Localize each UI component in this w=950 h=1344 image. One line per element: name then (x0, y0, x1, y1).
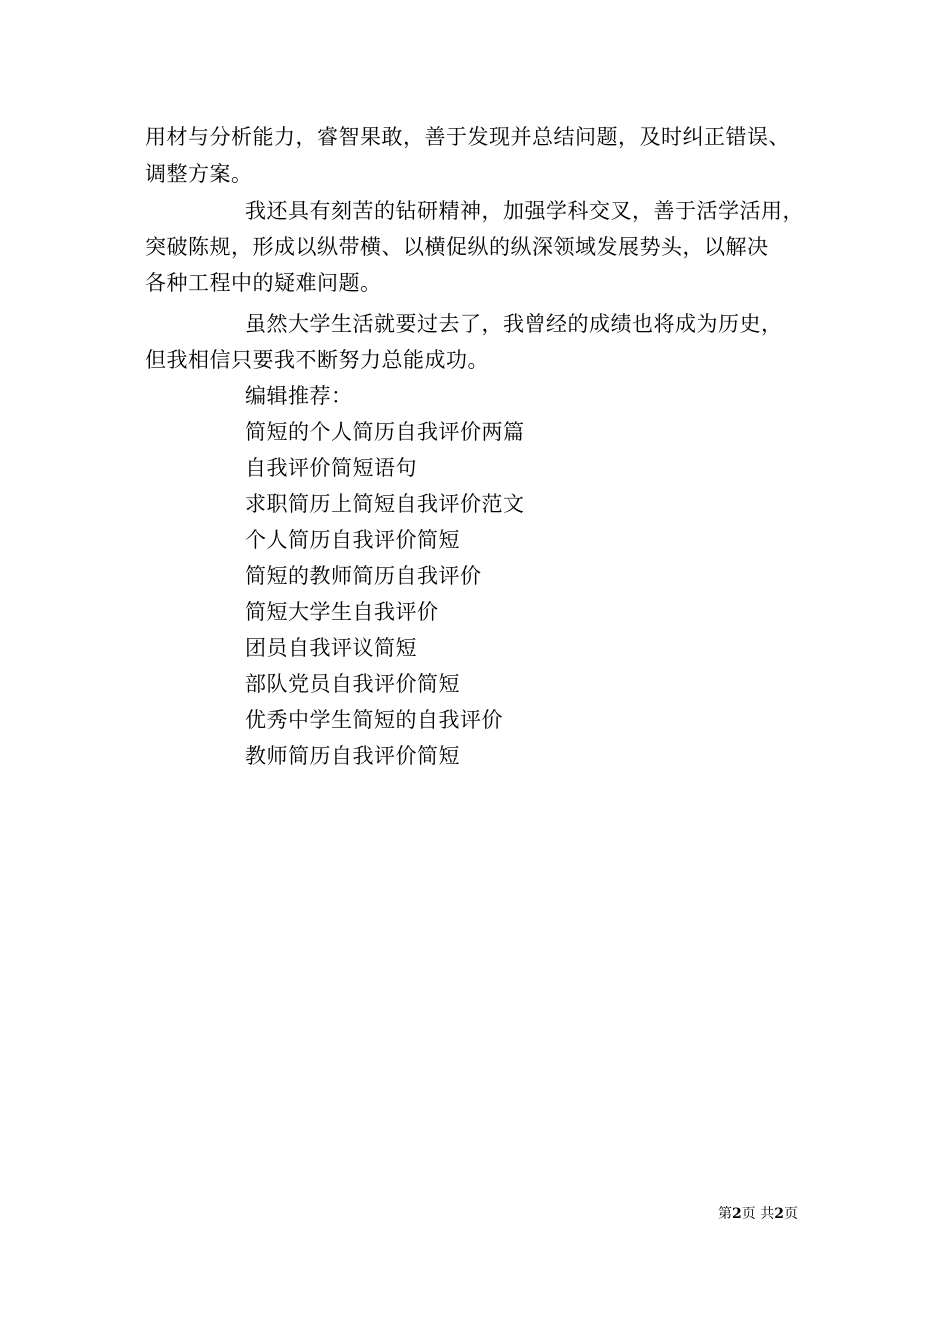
footer-middle: 页 共 (741, 1206, 775, 1222)
body-text-line: 我还具有刻苦的钻研精神，加强学科交叉，善于活学活用， (245, 199, 804, 223)
recommend-link[interactable]: 部队党员自我评价简短 (245, 672, 460, 696)
recommend-link[interactable]: 简短的个人简历自我评价两篇 (245, 420, 525, 444)
body-text-line: 各种工程中的疑难问题。 (145, 271, 382, 295)
footer-prefix: 第 (718, 1206, 732, 1222)
recommend-link[interactable]: 自我评价简短语句 (245, 456, 417, 480)
recommend-link[interactable]: 优秀中学生简短的自我评价 (245, 708, 503, 732)
footer-suffix: 页 (783, 1206, 798, 1222)
page-footer (718, 1205, 798, 1223)
recommend-link[interactable]: 个人简历自我评价简短 (245, 528, 460, 552)
recommend-link[interactable]: 简短大学生自我评价 (245, 600, 439, 624)
recommend-heading: 编辑推荐： (245, 384, 353, 408)
footer-total-pages: 2 (774, 1206, 784, 1222)
body-text-line: 突破陈规，形成以纵带横、以横促纵的纵深领域发展势头，以解决 (145, 235, 769, 259)
footer-page-number: 2 (732, 1206, 742, 1222)
recommend-link[interactable]: 简短的教师简历自我评价 (245, 564, 482, 588)
recommend-link[interactable]: 求职简历上简短自我评价范文 (245, 492, 525, 516)
recommend-link[interactable]: 团员自我评议简短 (245, 636, 417, 660)
body-text-line: 虽然大学生活就要过去了，我曾经的成绩也将成为历史， (245, 312, 783, 336)
recommend-link[interactable]: 教师简历自我评价简短 (245, 744, 460, 768)
body-text-line: 用材与分析能力，睿智果敢，善于发现并总结问题，及时纠正错误、 (145, 125, 790, 149)
body-text-line: 但我相信只要我不断努力总能成功。 (145, 348, 489, 372)
body-text-line: 调整方案。 (145, 162, 253, 186)
